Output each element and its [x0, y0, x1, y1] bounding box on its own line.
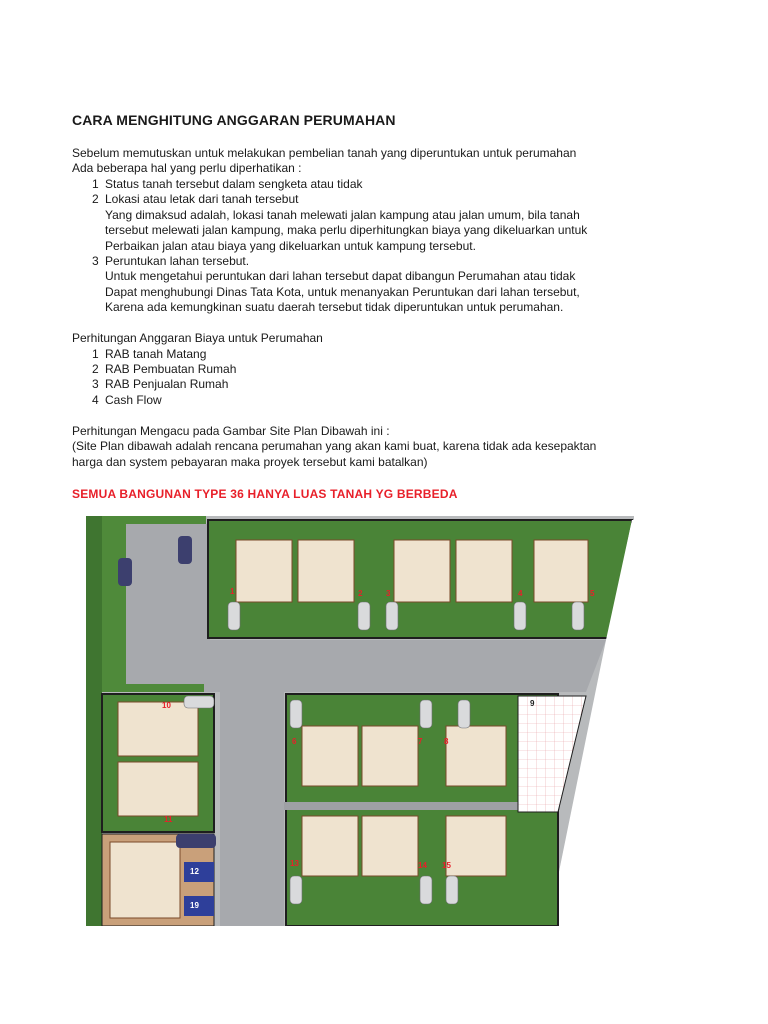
list-text: Peruntukan lahan tersebut. — [105, 254, 250, 268]
reference-line-3: harga dan system pebayaran maka proyek tersebut kami batalkan) — [72, 455, 428, 469]
list-number: 2 — [92, 362, 99, 376]
lot-number-9: 9 — [530, 699, 535, 708]
list-text: RAB Penjualan Rumah — [105, 377, 229, 391]
list-number: 3 — [92, 377, 99, 391]
parking-area — [126, 524, 210, 684]
site-plan-image — [86, 516, 634, 926]
budget-item-1 — [92, 347, 207, 362]
lot-number-8: 8 — [444, 737, 449, 746]
list-number: 1 — [92, 347, 99, 361]
accent-lot-19 — [184, 896, 214, 916]
lot-number-12: 12 — [190, 867, 199, 876]
intro-line-2: Ada beberapa hal yang perlu diperhatikan : — [72, 161, 302, 175]
lot-number-15: 15 — [442, 861, 451, 870]
main-road — [204, 640, 606, 692]
siteplan-heading: SEMUA BANGUNAN TYPE 36 HANYA LUAS TANAH YG BERBEDA — [72, 487, 458, 501]
reference-line-1: Perhitungan Mengacu pada Gambar Site Plan Dibawah ini : — [72, 424, 390, 438]
list-text: RAB tanah Matang — [105, 347, 207, 361]
consideration-2 — [92, 192, 299, 207]
consideration-1 — [92, 177, 363, 192]
list-number: 2 — [92, 192, 99, 206]
consideration-3 — [92, 254, 250, 269]
lot-number-7: 7 — [418, 737, 423, 746]
item3-detail-2: Dapat menghubungi Dinas Tata Kota, untuk menanyakan Peruntukan dari lahan tersebut, — [105, 285, 580, 299]
budget-heading: Perhitungan Anggaran Biaya untuk Perumahan — [72, 331, 323, 345]
lot-number-4: 4 — [518, 589, 523, 598]
lawn-left-strip — [86, 516, 102, 926]
lot-number-13: 13 — [290, 859, 299, 868]
list-number: 4 — [92, 393, 99, 407]
vertical-road — [220, 692, 284, 926]
lot-number-11: 11 — [164, 815, 173, 824]
lot-number-2: 2 — [358, 589, 363, 598]
lot-number-1: 1 — [230, 587, 235, 596]
list-text: Status tanah tersebut dalam sengketa atau tidak — [105, 177, 363, 191]
budget-item-4 — [92, 393, 162, 408]
lot-number-5: 5 — [590, 589, 595, 598]
reference-line-2: (Site Plan dibawah adalah rencana perumahan yang akan kami buat, karena tidak ada kesepaktan — [72, 439, 597, 453]
item2-detail-2: tersebut melewati jalan kampung, maka perlu diperhitungkan biaya yang dikeluarkan untuk — [105, 223, 588, 237]
page-title: CARA MENGHITUNG ANGGARAN PERUMAHAN — [72, 112, 396, 128]
lot-number-10: 10 — [162, 701, 171, 710]
item2-detail-3: Perbaikan jalan atau biaya yang dikeluarkan untuk kampung tersebut. — [105, 239, 476, 253]
list-number: 1 — [92, 177, 99, 191]
list-text: Lokasi atau letak dari tanah tersebut — [105, 192, 299, 206]
list-number: 3 — [92, 254, 99, 268]
lot-number-19: 19 — [190, 901, 199, 910]
lot-number-6: 6 — [292, 737, 297, 746]
item3-detail-1: Untuk mengetahui peruntukan dari lahan tersebut dapat dibangun Perumahan atau tidak — [105, 269, 576, 283]
list-text: RAB Pembuatan Rumah — [105, 362, 237, 376]
lot-number-3: 3 — [386, 589, 391, 598]
budget-item-2 — [92, 362, 237, 377]
lot-number-14: 14 — [418, 861, 427, 870]
list-text: Cash Flow — [105, 393, 162, 407]
item2-detail-1: Yang dimaksud adalah, lokasi tanah melewati jalan kampung atau jalan umum, bila tanah — [105, 208, 580, 222]
budget-item-3 — [92, 377, 229, 392]
item3-detail-3: Karena ada kemungkinan suatu daerah tersebut tidak diperuntukan untuk perumahan. — [105, 300, 564, 314]
accent-lot-12 — [184, 862, 214, 882]
intro-line-1: Sebelum memutuskan untuk melakukan pembelian tanah yang diperuntukan untuk perumahan — [72, 146, 577, 160]
